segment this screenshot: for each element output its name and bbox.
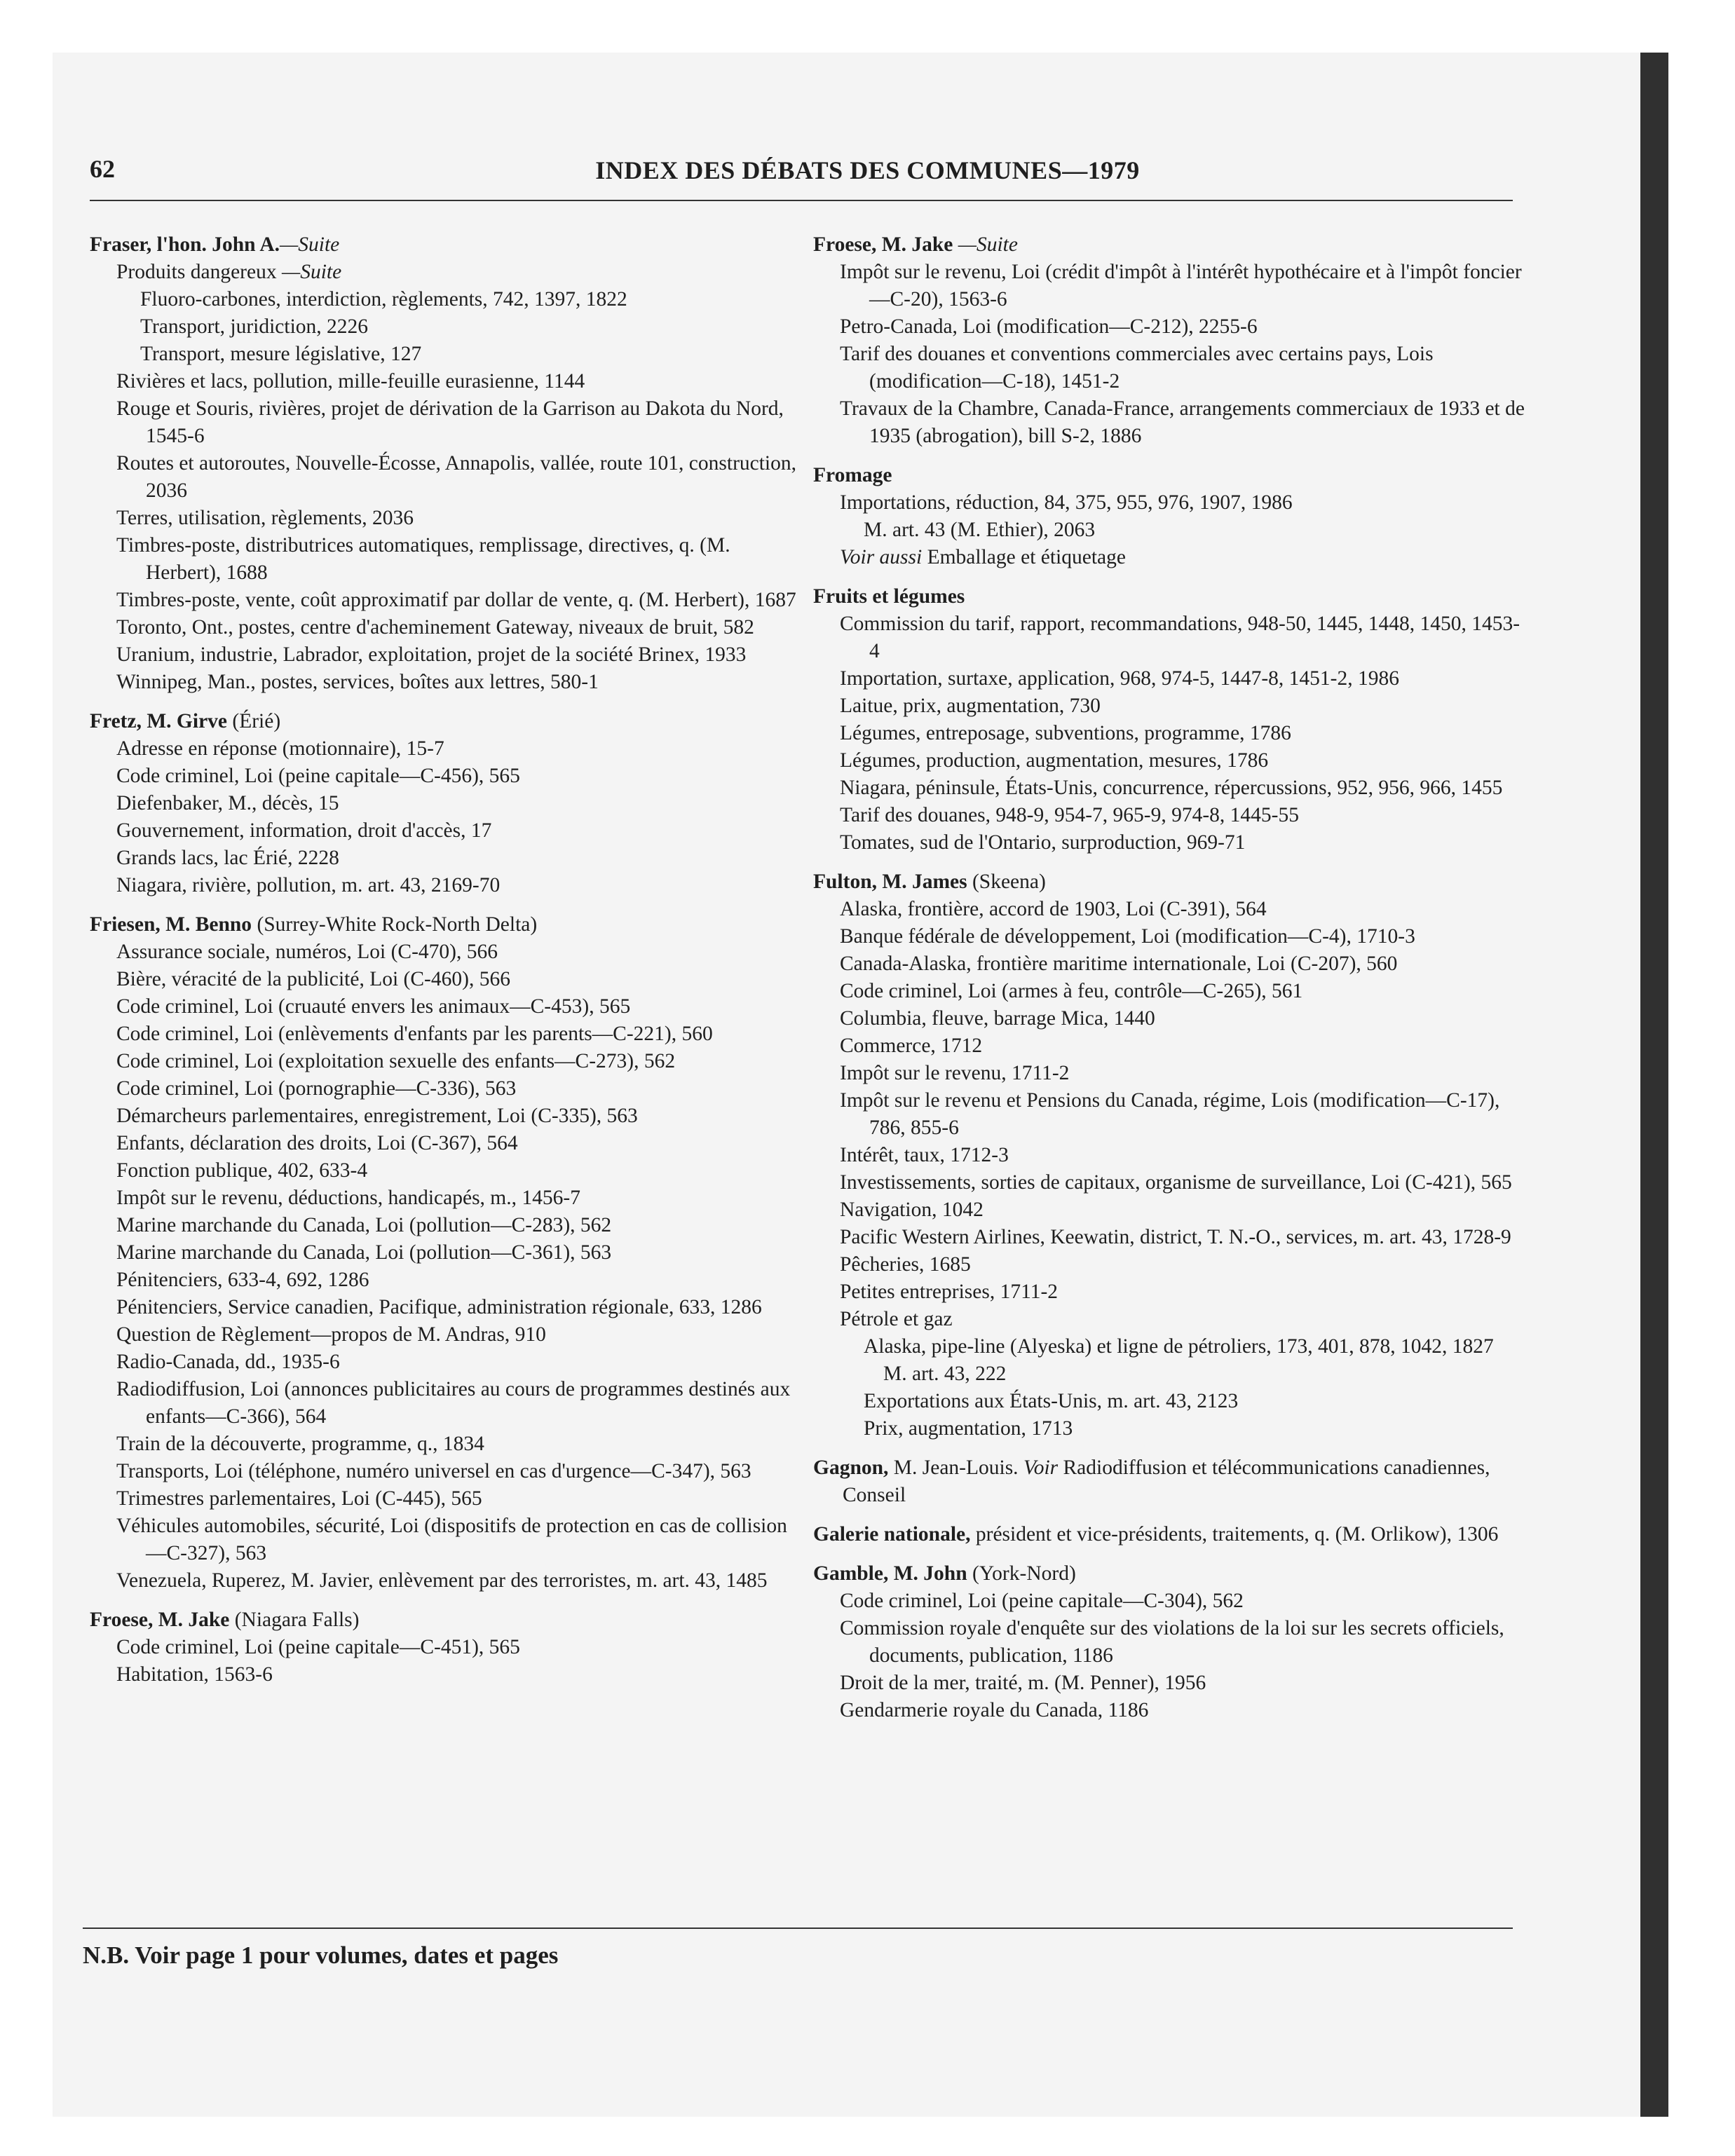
subentry-text: Impôt sur le revenu, Loi (crédit d'impôt à l'intérêt hypothécaire et à l'impôt foncier—C-20), 1563-6 <box>840 261 1522 311</box>
index-entry <box>90 708 805 899</box>
index-column-right <box>813 231 1528 1736</box>
entry-heading <box>813 1454 1528 1509</box>
subentry <box>90 1661 805 1688</box>
subentry-text: Fluoro-carbones, interdiction, règlements, 742, 1397, 1822 <box>140 288 627 311</box>
subentry <box>90 532 805 587</box>
subentry <box>813 802 1528 829</box>
header-rule <box>90 200 1513 201</box>
subentry-text: Démarcheurs parlementaires, enregistrement, Loi (C-335), 563 <box>116 1105 638 1127</box>
subentry <box>813 1360 1528 1388</box>
subentry <box>813 313 1528 341</box>
subentry <box>813 1087 1528 1142</box>
subentry <box>90 286 805 313</box>
subentry-text: Radiodiffusion, Loi (annonces publicitaires au cours de programmes destinés aux enfants—C-366), 564 <box>116 1378 791 1428</box>
subentry <box>90 1321 805 1349</box>
entry-detail: (Surrey-White Rock-North Delta) <box>252 913 538 936</box>
subentry-text: Tarif des douanes et conventions commerciales avec certains pays, Lois (modification—C-18), 1451-2 <box>840 343 1434 393</box>
entry-heading <box>813 231 1528 259</box>
subentry-text: Code criminel, Loi (cruauté envers les animaux—C-453), 565 <box>116 995 631 1018</box>
subentry <box>813 1278 1528 1306</box>
subentry-text: Question de Règlement—propos de M. Andras, 910 <box>116 1323 546 1346</box>
subentry-text: Légumes, entreposage, subventions, programme, 1786 <box>840 722 1291 744</box>
subentry-text: Radio-Canada, dd., 1935-6 <box>116 1351 340 1373</box>
subentry-text: Alaska, pipe-line (Alyeska) et ligne de pétroliers, 173, 401, 878, 1042, 1827 <box>864 1335 1494 1358</box>
subentry <box>813 1333 1528 1360</box>
subentry-text: Pénitenciers, 633-4, 692, 1286 <box>116 1269 369 1291</box>
subentry-text: Assurance sociale, numéros, Loi (C-470), 566 <box>116 941 498 963</box>
subentry <box>813 395 1528 450</box>
subentry <box>90 993 805 1021</box>
subentry <box>90 1075 805 1103</box>
subentry <box>90 1239 805 1267</box>
page-number: 62 <box>90 155 115 183</box>
subentry <box>90 1349 805 1376</box>
subentry <box>90 1103 805 1130</box>
subentry <box>90 1634 805 1661</box>
subentry <box>90 1048 805 1075</box>
entry-name: Fretz, M. Girve <box>90 710 228 732</box>
subentry <box>90 1376 805 1431</box>
subentry-text: Rivières et lacs, pollution, mille-feuille eurasienne, 1144 <box>116 370 585 393</box>
subentry-text: Légumes, production, augmentation, mesures, 1786 <box>840 749 1269 772</box>
subentry <box>813 1005 1528 1032</box>
subentry <box>813 517 1528 544</box>
subentry-text: Train de la découverte, programme, q., 1834 <box>116 1433 484 1455</box>
subentry <box>813 665 1528 692</box>
subentry <box>90 817 805 845</box>
index-column-left <box>90 231 805 1700</box>
subentry <box>813 720 1528 747</box>
subentry <box>813 692 1528 720</box>
subentry-text: M. art. 43 (M. Ethier), 2063 <box>864 519 1096 541</box>
subentry-suite: —Suite <box>276 261 342 283</box>
subentry <box>813 1697 1528 1724</box>
subentry-text: Toronto, Ont., postes, centre d'acheminement Gateway, niveaux de bruit, 582 <box>116 616 754 639</box>
subentry-text: Marine marchande du Canada, Loi (pollution—C-283), 562 <box>116 1214 612 1236</box>
entry-heading <box>813 1560 1528 1588</box>
subentry <box>813 489 1528 517</box>
subentry <box>813 1615 1528 1670</box>
subentry-text: Importations, réduction, 84, 375, 955, 976, 1907, 1986 <box>840 491 1293 514</box>
subentry-text: Code criminel, Loi (peine capitale—C-451), 565 <box>116 1636 520 1658</box>
index-entry <box>813 583 1528 857</box>
subentry-text: Trimestres parlementaires, Loi (C-445), 565 <box>116 1487 482 1510</box>
subentry-text: Véhicules automobiles, sécurité, Loi (dispositifs de protection en cas de collision—C-327), 563 <box>116 1515 787 1564</box>
entry-heading <box>813 462 1528 489</box>
index-entry <box>90 1606 805 1688</box>
subentry-text: Emballage et étiquetage <box>922 546 1126 568</box>
entry-detail: (Érié) <box>227 710 281 732</box>
entry-name: Fraser, l'hon. John A. <box>90 233 280 256</box>
subentry <box>90 1458 805 1485</box>
subentry <box>813 896 1528 923</box>
subentry <box>813 978 1528 1005</box>
subentry-text: Rouge et Souris, rivières, projet de dérivation de la Garrison au Dakota du Nord, 1545-6 <box>116 397 784 447</box>
footer-rule <box>83 1928 1513 1929</box>
subentry-text: Impôt sur le revenu, déductions, handicapés, m., 1456-7 <box>116 1187 580 1209</box>
index-entry <box>813 1454 1528 1509</box>
entry-name: Froese, M. Jake <box>90 1609 230 1631</box>
subentry <box>813 1588 1528 1615</box>
subentry <box>90 450 805 505</box>
subentry-text: Marine marchande du Canada, Loi (pollution—C-361), 563 <box>116 1241 612 1264</box>
index-entry <box>813 231 1528 450</box>
entry-italic: —Suite <box>280 233 340 256</box>
subentry <box>90 313 805 341</box>
subentry <box>813 1142 1528 1169</box>
subentry <box>813 1169 1528 1196</box>
subentry <box>813 1224 1528 1251</box>
scan-edge-shadow <box>1640 53 1668 2117</box>
subentry <box>813 747 1528 775</box>
subentry <box>90 939 805 966</box>
subentry-text: Routes et autoroutes, Nouvelle-Écosse, Annapolis, vallée, route 101, construction, 2036 <box>116 452 796 502</box>
subentry-text: Adresse en réponse (motionnaire), 15-7 <box>116 737 444 760</box>
entry-name: Fromage <box>813 464 892 486</box>
entry-heading <box>813 1521 1528 1548</box>
subentry-text: Bière, véracité de la publicité, Loi (C-460), 566 <box>116 968 510 990</box>
subentry-see-also: Voir aussi <box>840 546 923 568</box>
entry-italic: Voir <box>1023 1456 1059 1479</box>
subentry <box>90 845 805 872</box>
entry-detail: (Niagara Falls) <box>229 1609 360 1631</box>
subentry <box>813 259 1528 313</box>
subentry-text: Impôt sur le revenu et Pensions du Canada, régime, Lois (modification—C-17), 786, 855-6 <box>840 1089 1500 1139</box>
subentry-text: Prix, augmentation, 1713 <box>864 1417 1073 1440</box>
subentry <box>90 368 805 395</box>
index-entry <box>813 1521 1528 1548</box>
subentry-text: Uranium, industrie, Labrador, exploitation, projet de la société Brinex, 1933 <box>116 643 747 666</box>
subentry <box>90 587 805 614</box>
subentry <box>813 610 1528 665</box>
subentry-text: Terres, utilisation, règlements, 2036 <box>116 507 414 529</box>
subentry <box>90 1513 805 1567</box>
subentry <box>90 1157 805 1185</box>
entry-name: Gamble, M. John <box>813 1562 967 1585</box>
subentry-text: Pacific Western Airlines, Keewatin, district, T. N.-O., services, m. art. 43, 1728-9 <box>840 1226 1511 1248</box>
subentry-text: Navigation, 1042 <box>840 1199 984 1221</box>
subentry <box>813 1251 1528 1278</box>
entry-tail: Radiodiffusion et télécommunications canadiennes, Conseil <box>843 1456 1490 1506</box>
subentry-text: Niagara, péninsule, États-Unis, concurrence, répercussions, 952, 956, 966, 1455 <box>840 777 1503 799</box>
subentry-text: Venezuela, Ruperez, M. Javier, enlèvement par des terroristes, m. art. 43, 1485 <box>116 1569 768 1592</box>
subentry <box>90 1431 805 1458</box>
entry-name: Galerie nationale, <box>813 1523 971 1546</box>
subentry-text: Timbres-poste, distributrices automatiques, remplissage, directives, q. (M. Herbert), 1688 <box>116 534 730 584</box>
subentry-text: Code criminel, Loi (peine capitale—C-304), 562 <box>840 1590 1244 1612</box>
subentry-text: Produits dangereux <box>116 261 277 283</box>
entry-heading <box>813 583 1528 610</box>
subentry <box>90 966 805 993</box>
subentry-text: Importation, surtaxe, application, 968, 974-5, 1447-8, 1451-2, 1986 <box>840 667 1399 690</box>
subentry-text: Petites entreprises, 1711-2 <box>840 1281 1059 1303</box>
subentry-text: Commission du tarif, rapport, recommandations, 948-50, 1445, 1448, 1450, 1453-4 <box>840 613 1520 662</box>
subentry-text: Investissements, sorties de capitaux, organisme de surveillance, Loi (C-421), 565 <box>840 1171 1512 1194</box>
subentry <box>90 341 805 368</box>
subentry <box>813 1060 1528 1087</box>
entry-heading <box>90 231 805 259</box>
subentry <box>813 1670 1528 1697</box>
subentry <box>90 763 805 790</box>
entry-heading <box>813 868 1528 896</box>
subentry-text: Columbia, fleuve, barrage Mica, 1440 <box>840 1007 1155 1030</box>
subentry <box>90 735 805 763</box>
entry-detail: M. Jean-Louis. <box>888 1456 1023 1479</box>
subentry <box>90 641 805 669</box>
subentry-text: Pêcheries, 1685 <box>840 1253 971 1276</box>
subentry <box>90 669 805 696</box>
subentry-text: Transports, Loi (téléphone, numéro universel en cas d'urgence—C-347), 563 <box>116 1460 751 1482</box>
entry-detail: (York-Nord) <box>967 1562 1076 1585</box>
index-entry <box>813 462 1528 571</box>
entry-name: Froese, M. Jake <box>813 233 953 256</box>
subentry-text: Gouvernement, information, droit d'accès, 17 <box>116 819 492 842</box>
index-entry <box>813 868 1528 1442</box>
entry-name: Gagnon, <box>813 1456 889 1479</box>
subentry <box>813 775 1528 802</box>
subentry <box>90 1021 805 1048</box>
subentry <box>90 1130 805 1157</box>
subentry <box>813 341 1528 395</box>
index-entry <box>90 231 805 696</box>
entry-name: Fruits et légumes <box>813 585 965 608</box>
subentry-text: Pénitenciers, Service canadien, Pacifique, administration régionale, 633, 1286 <box>116 1296 762 1318</box>
subentry <box>813 1306 1528 1333</box>
subentry-text: Winnipeg, Man., postes, services, boîtes aux lettres, 580-1 <box>116 671 599 693</box>
entry-detail: président et vice-présidents, traitements, q. (M. Orlikow), 1306 <box>970 1523 1499 1546</box>
subentry-text: Intérêt, taux, 1712-3 <box>840 1144 1009 1166</box>
subentry-text: Laitue, prix, augmentation, 730 <box>840 695 1101 717</box>
running-head: INDEX DES DÉBATS DES COMMUNES—1979 <box>595 156 1140 184</box>
subentry-text: M. art. 43, 222 <box>883 1363 1007 1385</box>
subentry-text: Commerce, 1712 <box>840 1035 983 1057</box>
subentry-text: Pétrole et gaz <box>840 1308 953 1330</box>
subentry-text: Diefenbaker, M., décès, 15 <box>116 792 339 814</box>
subentry-text: Impôt sur le revenu, 1711-2 <box>840 1062 1070 1084</box>
subentry <box>90 1485 805 1513</box>
subentry <box>90 614 805 641</box>
subentry <box>90 259 805 286</box>
entry-name: Friesen, M. Benno <box>90 913 252 936</box>
subentry <box>813 1032 1528 1060</box>
subentry <box>813 1415 1528 1442</box>
subentry-text: Code criminel, Loi (enlèvements d'enfants par les parents—C-221), 560 <box>116 1023 713 1045</box>
index-entry <box>90 911 805 1595</box>
subentry-text: Habitation, 1563-6 <box>116 1663 273 1686</box>
subentry-text: Gendarmerie royale du Canada, 1186 <box>840 1699 1149 1721</box>
entry-heading <box>90 911 805 939</box>
subentry <box>813 923 1528 950</box>
subentry-text: Travaux de la Chambre, Canada-France, arrangements commerciaux de 1933 et de 1935 (abrogation), bill S-2, 1886 <box>840 397 1525 447</box>
subentry-text: Enfants, déclaration des droits, Loi (C-367), 564 <box>116 1132 518 1154</box>
subentry <box>90 1212 805 1239</box>
subentry-text: Grands lacs, lac Érié, 2228 <box>116 847 339 869</box>
subentry-text: Exportations aux États-Unis, m. art. 43, 2123 <box>864 1390 1239 1412</box>
footer-note: N.B. Voir page 1 pour volumes, dates et pages <box>83 1942 559 1969</box>
subentry-text: Fonction publique, 402, 633-4 <box>116 1159 368 1182</box>
subentry-text: Tarif des douanes, 948-9, 954-7, 965-9, 974-8, 1445-55 <box>840 804 1300 826</box>
subentry-text: Canada-Alaska, frontière maritime internationale, Loi (C-207), 560 <box>840 953 1398 975</box>
subentry-text: Alaska, frontière, accord de 1903, Loi (C-391), 564 <box>840 898 1267 920</box>
subentry-text: Code criminel, Loi (peine capitale—C-456), 565 <box>116 765 520 787</box>
index-entry <box>813 1560 1528 1724</box>
entry-italic: —Suite <box>958 233 1018 256</box>
subentry <box>90 1185 805 1212</box>
subentry <box>813 829 1528 857</box>
entry-heading <box>90 708 805 735</box>
subentry-text: Tomates, sud de l'Ontario, surproduction, 969-71 <box>840 831 1246 854</box>
subentry <box>813 1388 1528 1415</box>
entry-detail <box>953 233 958 256</box>
entry-heading <box>90 1606 805 1634</box>
subentry-text: Transport, mesure législative, 127 <box>140 343 422 365</box>
subentry-text: Transport, juridiction, 2226 <box>140 315 369 338</box>
subentry-text: Banque fédérale de développement, Loi (modification—C-4), 1710-3 <box>840 925 1415 948</box>
subentry <box>813 544 1528 571</box>
subentry <box>90 1267 805 1294</box>
subentry-text: Commission royale d'enquête sur des violations de la loi sur les secrets officiels, documents, publication, 1186 <box>840 1617 1504 1667</box>
subentry <box>90 395 805 450</box>
subentry-text: Droit de la mer, traité, m. (M. Penner), 1956 <box>840 1672 1206 1694</box>
subentry <box>813 950 1528 978</box>
subentry <box>90 505 805 532</box>
subentry-text: Code criminel, Loi (exploitation sexuelle des enfants—C-273), 562 <box>116 1050 676 1072</box>
subentry-text: Timbres-poste, vente, coût approximatif par dollar de vente, q. (M. Herbert), 1687 <box>116 589 796 611</box>
subentry-text: Code criminel, Loi (pornographie—C-336), 563 <box>116 1077 517 1100</box>
subentry <box>90 790 805 817</box>
subentry <box>90 872 805 899</box>
subentry <box>813 1196 1528 1224</box>
subentry-text: Petro-Canada, Loi (modification—C-212), 2255-6 <box>840 315 1258 338</box>
subentry-text: Code criminel, Loi (armes à feu, contrôle—C-265), 561 <box>840 980 1303 1002</box>
entry-name: Fulton, M. James <box>813 871 967 893</box>
subentry <box>90 1294 805 1321</box>
entry-detail: (Skeena) <box>967 871 1046 893</box>
subentry-text: Niagara, rivière, pollution, m. art. 43, 2169-70 <box>116 874 501 896</box>
subentry <box>90 1567 805 1595</box>
